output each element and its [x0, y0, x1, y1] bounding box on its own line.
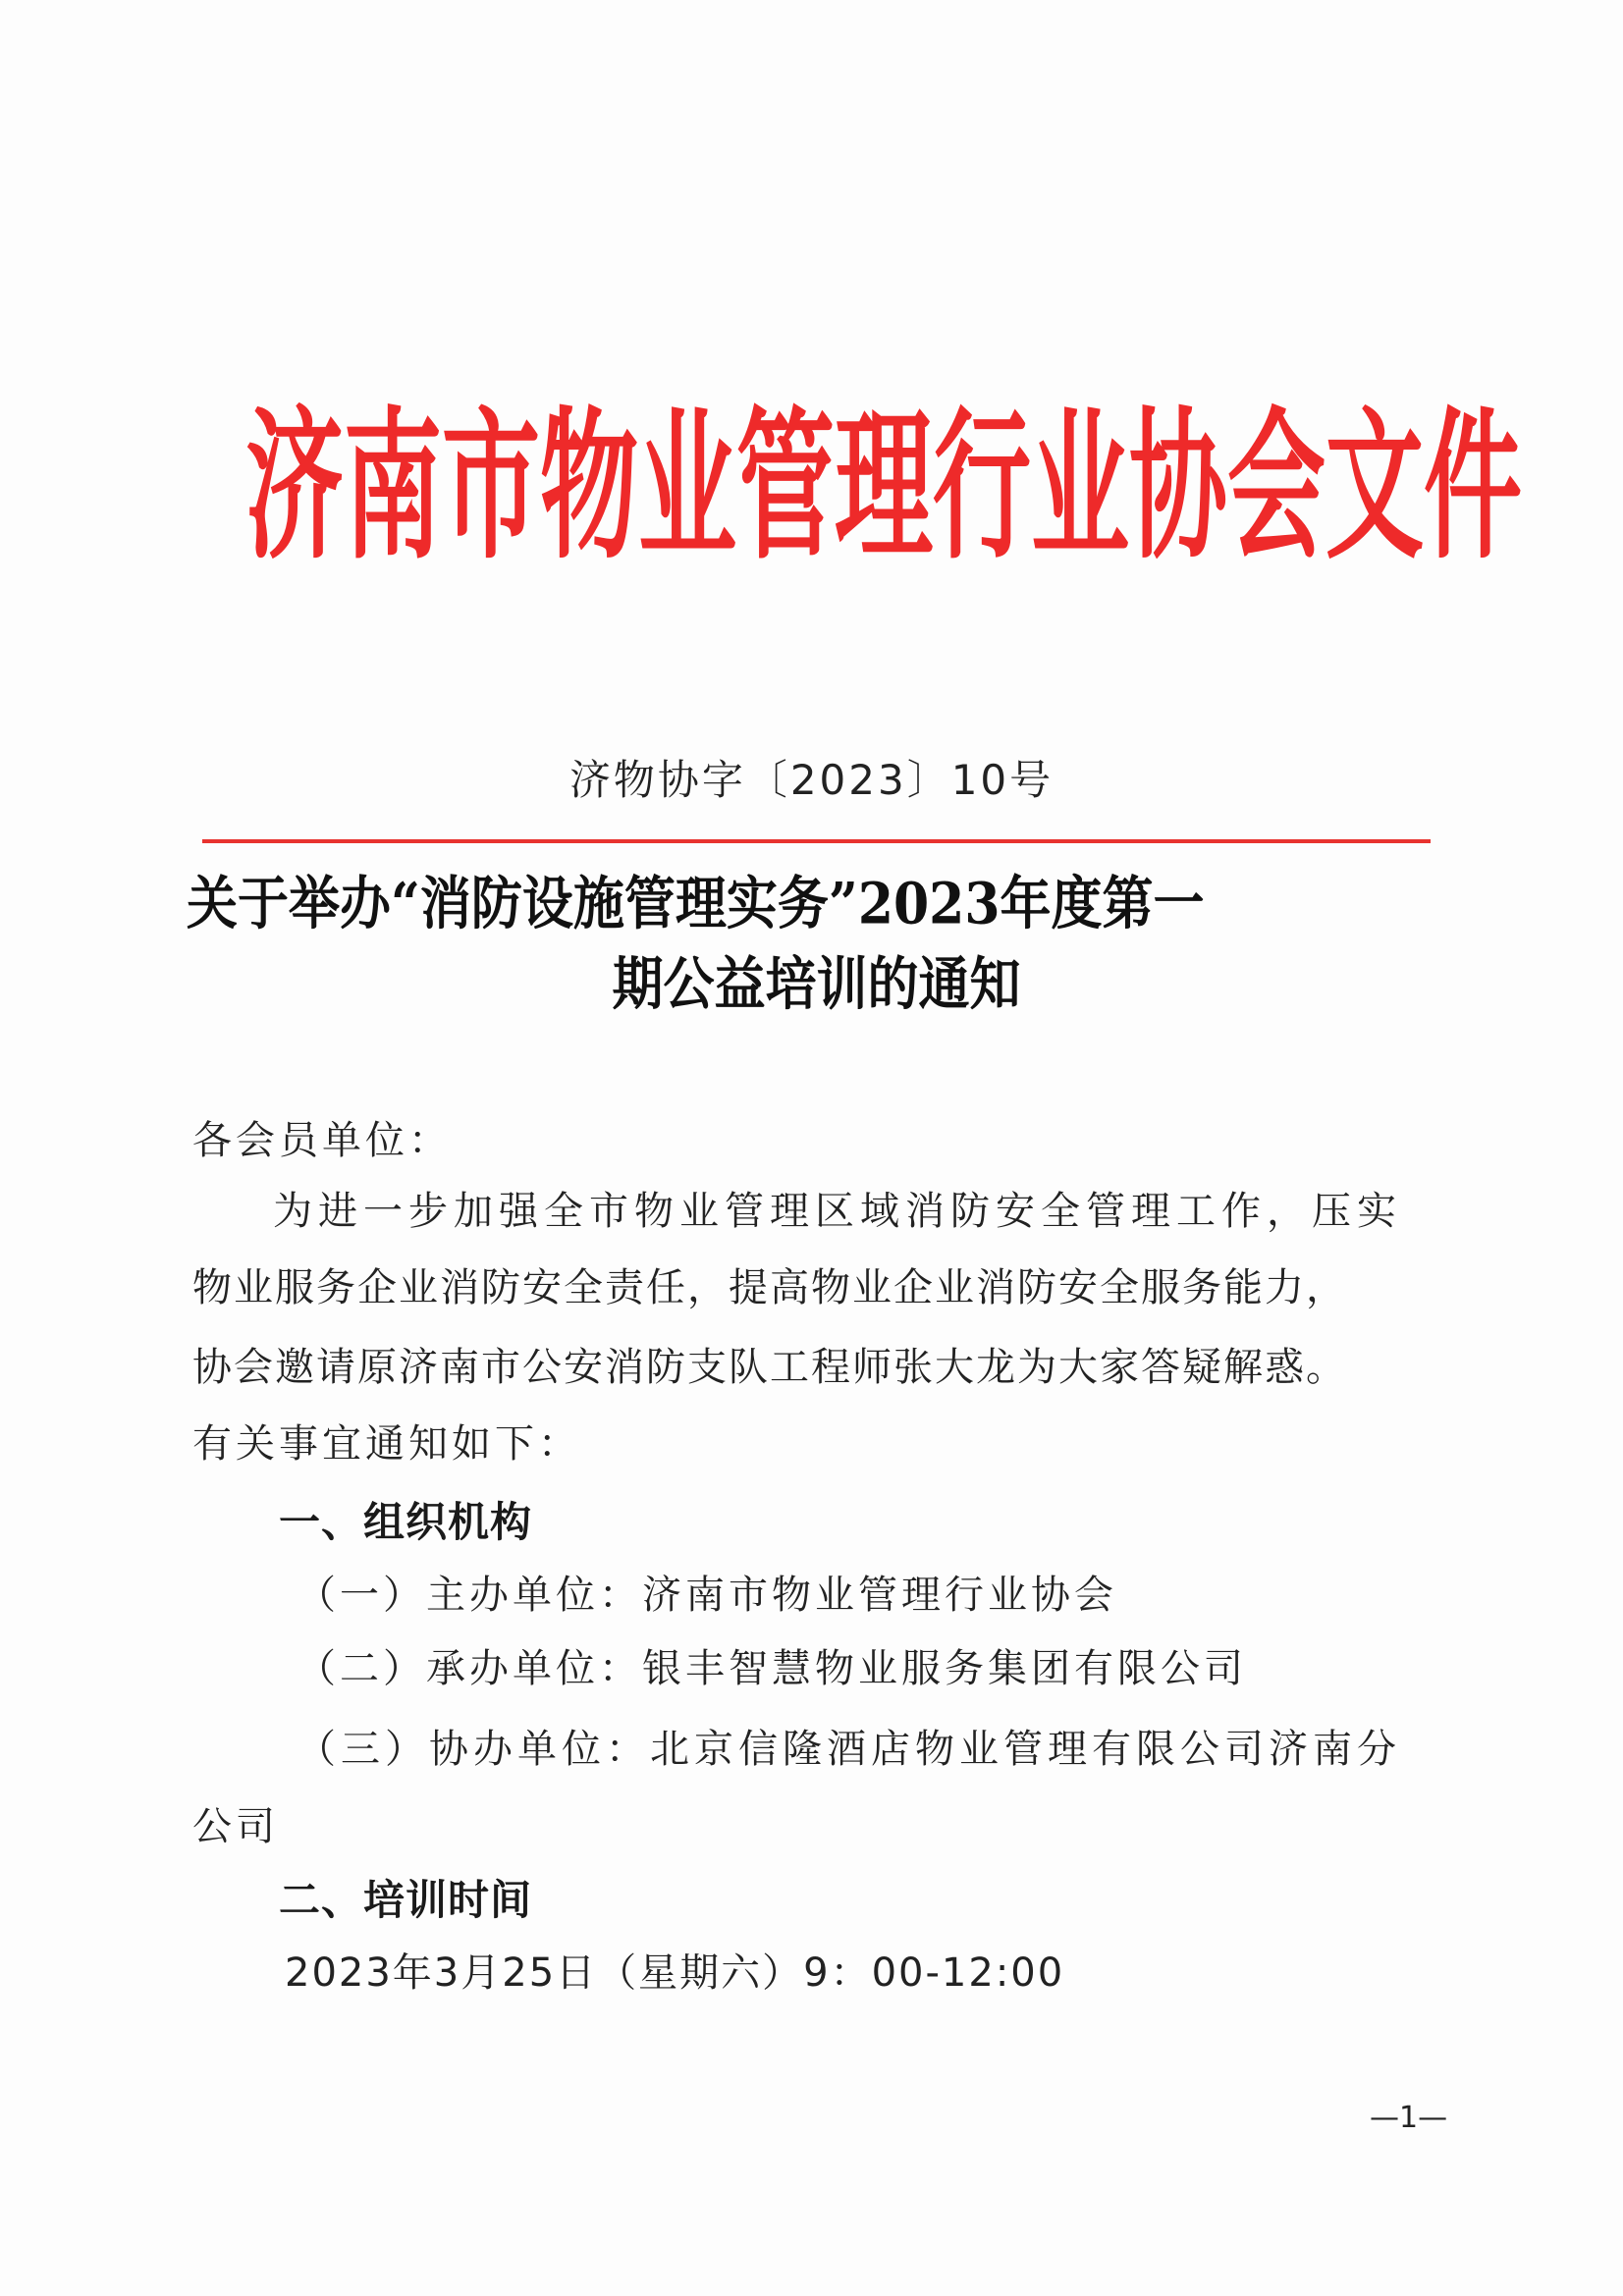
section-heading: 二、培训时间 [279, 1876, 533, 1924]
issuer-char: 物 [540, 390, 638, 582]
issuer-char: 理 [835, 390, 933, 582]
body-paragraph-line: 为进一步加强全市物业管理区域消防安全管理工作，压实 [273, 1189, 1402, 1234]
document-title-line-2 [0, 942, 1623, 1019]
section-item: （二）承办单位：银丰智慧物业服务集团有限公司 [297, 1646, 1247, 1691]
issuer-char: 业 [1031, 390, 1129, 582]
issuer-char: 会 [1227, 390, 1325, 582]
salutation: 各会员单位： [192, 1118, 452, 1163]
section-item-continued: 公司 [192, 1804, 279, 1849]
issuer-char: 市 [442, 390, 540, 582]
issuer-char: 南 [344, 390, 442, 582]
title-text: 期公益培训的通知 [612, 950, 1021, 1019]
issuer-char: 业 [638, 390, 736, 582]
document-title-line-1 [187, 862, 1434, 938]
document-number: 济物协字〔2023〕10号 [568, 756, 1055, 804]
body-paragraph-line: 协会邀请原济南市公安消防支队工程师张大龙为大家答疑解惑。 [192, 1345, 1347, 1390]
title-text: 关于举办“消防设施管理实务”2023年度第一 [187, 870, 1205, 938]
red-divider [202, 839, 1431, 843]
issuer-char: 件 [1424, 390, 1522, 582]
page-number: —1— [1370, 2101, 1448, 2135]
issuer-char: 管 [736, 390, 835, 582]
training-time: 2023年3月25日（星期六）9：00-12:00 [285, 1950, 1065, 1996]
body-paragraph-line: 物业服务企业消防安全责任，提高物业企业消防安全服务能力， [192, 1265, 1347, 1310]
issuer-char: 济 [245, 390, 344, 582]
section-item: （三）协办单位：北京信隆酒店物业管理有限公司济南分 [297, 1727, 1401, 1772]
section-item: （一）主办单位：济南市物业管理行业协会 [297, 1573, 1117, 1618]
issuer-header [245, 390, 1522, 582]
issuer-char: 行 [933, 390, 1031, 582]
issuer-char: 协 [1129, 390, 1227, 582]
issuer-char: 文 [1325, 390, 1424, 582]
body-paragraph-line: 有关事宜通知如下： [192, 1421, 581, 1467]
section-heading: 一、组织机构 [279, 1498, 533, 1546]
